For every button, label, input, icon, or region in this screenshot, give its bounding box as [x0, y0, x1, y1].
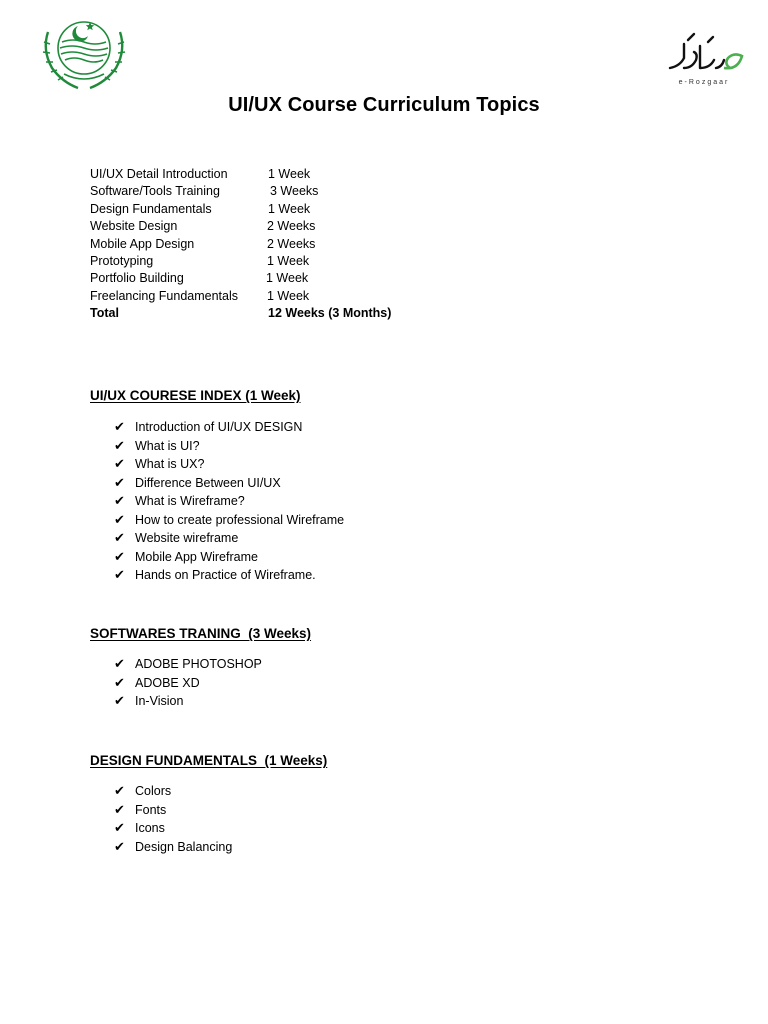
list-item-text: What is Wireframe? — [135, 494, 245, 508]
check-icon: ✔ — [114, 801, 125, 817]
check-icon: ✔ — [114, 548, 125, 564]
list-item-text: Website wireframe — [135, 531, 239, 545]
check-icon: ✔ — [114, 419, 125, 434]
topic-name: Design Fundamentals — [90, 201, 212, 216]
topic-duration: 3 Weeks — [270, 184, 319, 199]
topic-duration: 2 Weeks — [267, 219, 316, 234]
page-title: UI/UX Course Curriculum Topics — [228, 94, 540, 116]
list-item-text: Design Balancing — [135, 839, 233, 854]
topic-name: Portfolio Building — [90, 271, 184, 286]
check-icon: ✔ — [114, 530, 125, 545]
list-item — [114, 692, 262, 711]
logo-caption: e-Rozgaar — [678, 79, 730, 86]
list-item-text: In-Vision — [135, 694, 184, 708]
list-item — [114, 418, 344, 437]
check-icon: ✔ — [114, 820, 125, 835]
table-row — [90, 166, 391, 183]
software-training-checklist — [114, 655, 262, 711]
check-icon: ✔ — [114, 456, 125, 471]
topic-duration: 1 Week — [268, 167, 311, 181]
list-item-text: Introduction of UI/UX DESIGN — [135, 420, 303, 434]
topic-duration: 2 Weeks — [267, 236, 316, 251]
check-icon: ✔ — [114, 838, 125, 854]
topic-name: Mobile App Design — [90, 236, 195, 251]
check-icon: ✔ — [114, 511, 125, 527]
list-item — [114, 492, 344, 511]
list-item — [114, 529, 344, 548]
check-icon: ✔ — [114, 493, 125, 508]
topic-name: Freelancing Fundamentals — [90, 288, 238, 303]
list-item — [114, 801, 232, 820]
check-icon: ✔ — [114, 474, 125, 490]
list-item — [114, 437, 344, 456]
list-item-text: Colors — [135, 784, 172, 798]
design-fundamentals-checklist — [114, 782, 232, 856]
list-item-text: Difference Between UI/UX — [135, 475, 281, 490]
list-item — [114, 655, 262, 674]
list-item-text: ADOBE XD — [135, 675, 200, 690]
check-icon: ✔ — [114, 437, 125, 453]
topic-duration-table — [90, 166, 391, 323]
list-item — [114, 566, 344, 585]
list-item — [114, 819, 232, 838]
table-row — [90, 288, 391, 305]
check-icon: ✔ — [114, 783, 125, 798]
check-icon: ✔ — [114, 693, 125, 708]
table-row — [90, 218, 391, 235]
topic-duration: 1 Week — [268, 201, 311, 216]
list-item — [114, 838, 232, 857]
list-item — [114, 474, 344, 493]
table-row — [90, 183, 391, 200]
list-item — [114, 455, 344, 474]
list-item-text: Icons — [135, 821, 165, 835]
list-item-text: Mobile App Wireframe — [135, 549, 258, 564]
topic-duration: 1 Week — [267, 288, 310, 303]
list-item-text: What is UI? — [135, 438, 200, 453]
list-item — [114, 782, 232, 801]
list-item — [114, 511, 344, 530]
list-item — [114, 548, 344, 567]
punjab-government-emblem-icon — [34, 12, 134, 94]
section-heading-software-training: SOFTWARES TRANING (3 Weeks) — [90, 626, 312, 641]
list-item-text: ADOBE PHOTOSHOP — [135, 657, 262, 671]
course-index-checklist — [114, 418, 344, 585]
section-heading-course-index: UI/UX COURESE INDEX (1 Week) — [90, 388, 301, 403]
list-item — [114, 674, 262, 693]
table-row — [90, 253, 391, 270]
topic-duration: 1 Week — [266, 271, 309, 286]
list-item-text: Fonts — [135, 802, 167, 817]
check-icon: ✔ — [114, 674, 125, 690]
list-item-text: What is UX? — [135, 457, 205, 471]
total-row — [90, 305, 391, 322]
table-row — [90, 236, 391, 253]
section-heading-design-fundamentals: DESIGN FUNDAMENTALS (1 Weeks) — [90, 753, 328, 768]
topic-name: Website Design — [90, 219, 178, 234]
topic-name: Prototyping — [90, 253, 154, 268]
table-row — [90, 201, 391, 218]
table-row — [90, 270, 391, 287]
check-icon: ✔ — [114, 656, 125, 671]
topic-name: UI/UX Detail Introduction — [90, 167, 228, 181]
list-item-text: How to create professional Wireframe — [135, 512, 345, 527]
topic-name: Software/Tools Training — [90, 184, 220, 199]
list-item-text: Hands on Practice of Wireframe. — [135, 568, 316, 582]
topic-duration: 1 Week — [267, 253, 310, 268]
total-label: Total — [90, 306, 119, 321]
check-icon: ✔ — [114, 567, 125, 582]
e-rozgaar-logo-icon — [664, 28, 746, 88]
total-duration: 12 Weeks (3 Months) — [268, 306, 392, 321]
